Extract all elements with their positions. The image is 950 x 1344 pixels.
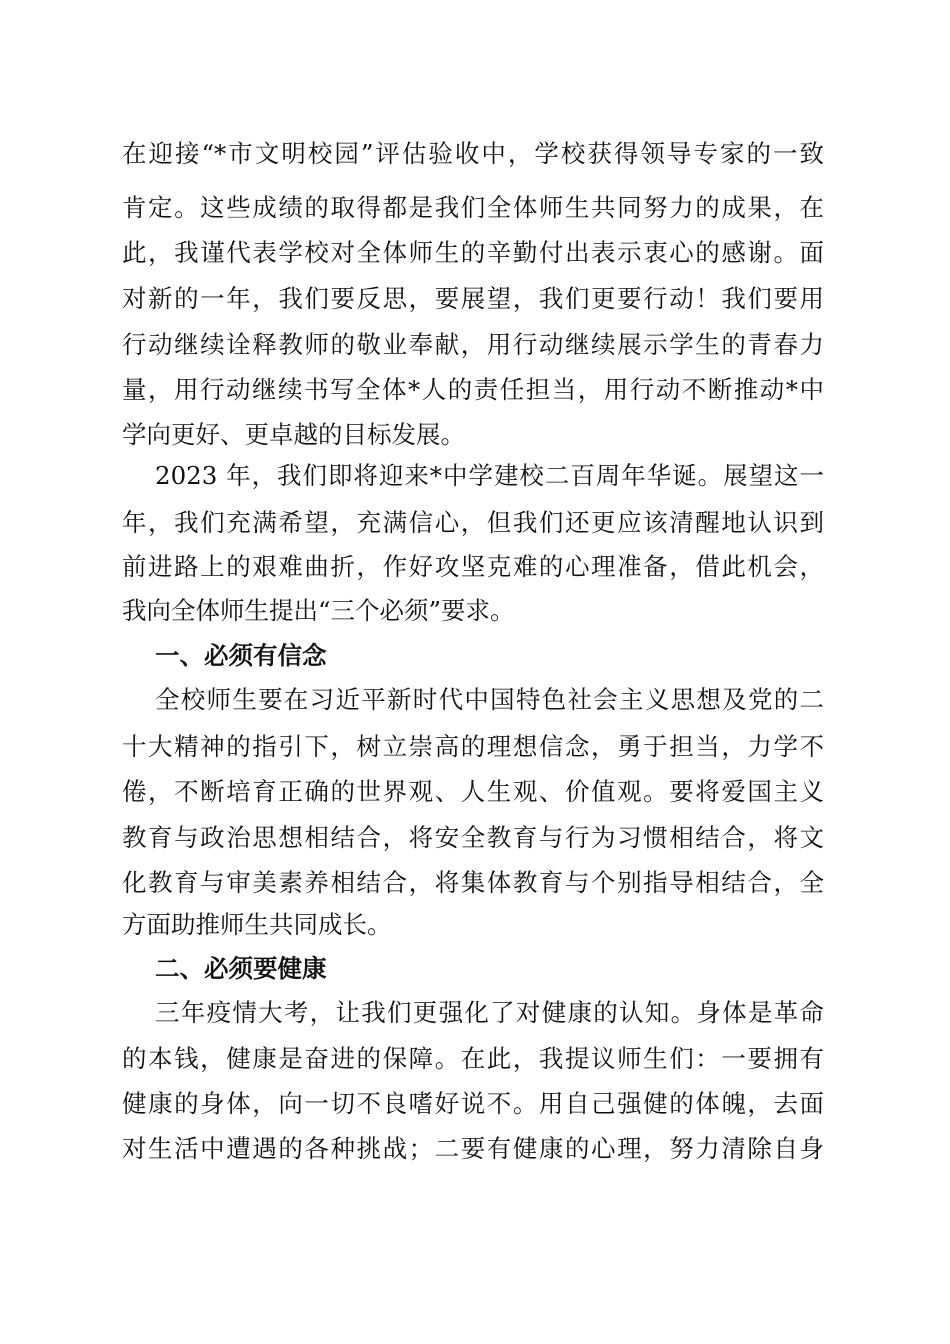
text-line: 2023 年，我们即将迎来*中学建校二百周年华诞。展望这一 <box>155 461 824 490</box>
text-line: 对新的一年，我们要反思，要展望，我们更要行动！我们要用 <box>122 284 824 313</box>
text-line: 倦，不断培育正确的世界观、人生观、价值观。要将爱国主义 <box>122 777 824 806</box>
text-line: 年，我们充满希望，充满信心，但我们还更应该清醒地认识到 <box>122 508 824 537</box>
text-line: 量，用行动继续书写全体*人的责任担当，用行动不断推动*中 <box>122 375 824 404</box>
text-line: 十大精神的指引下，树立崇高的理想信念，勇于担当，力学不 <box>122 732 824 761</box>
text-line: 三年疫情大考，让我们更强化了对健康的认知。身体是革命 <box>155 998 824 1027</box>
text-line: 健康的身体，向一切不良嗜好说不。用自己强健的体魄，去面 <box>122 1089 824 1118</box>
text-line: 肯定。这些成绩的取得都是我们全体师生共同努力的成果，在 <box>122 193 824 222</box>
text-line: 方面助推师生共同成长。 <box>122 910 392 939</box>
text-line: 此，我谨代表学校对全体师生的辛勤付出表示衷心的感谢。面 <box>122 238 824 267</box>
section-heading-belief: 一、必须有信念 <box>155 641 327 670</box>
text-line: 在迎接“*市文明校园”评估验收中，学校获得领导专家的一致 <box>122 139 824 168</box>
text-line: 我向全体师生提出“三个必须”要求。 <box>122 596 515 625</box>
text-line: 的本钱，健康是奋进的保障。在此，我提议师生们：一要拥有 <box>122 1044 824 1073</box>
text-line: 前进路上的艰难曲折，作好攻坚克难的心理准备，借此机会， <box>122 552 824 581</box>
text-line: 学向更好、更卓越的目标发展。 <box>122 420 465 449</box>
text-line: 全校师生要在习近平新时代中国特色社会主义思想及党的二 <box>155 685 824 714</box>
text-line: 教育与政治思想相结合，将安全教育与行为习惯相结合，将文 <box>122 823 824 852</box>
text-line: 对生活中遭遇的各种挑战；二要有健康的心理，努力清除自身 <box>122 1134 824 1163</box>
text-line: 行动继续诠释教师的敬业奉献，用行动继续展示学生的青春力 <box>122 330 824 359</box>
text-line: 化教育与审美素养相结合，将集体教育与个别指导相结合，全 <box>122 868 824 897</box>
section-heading-health: 二、必须要健康 <box>155 954 327 983</box>
